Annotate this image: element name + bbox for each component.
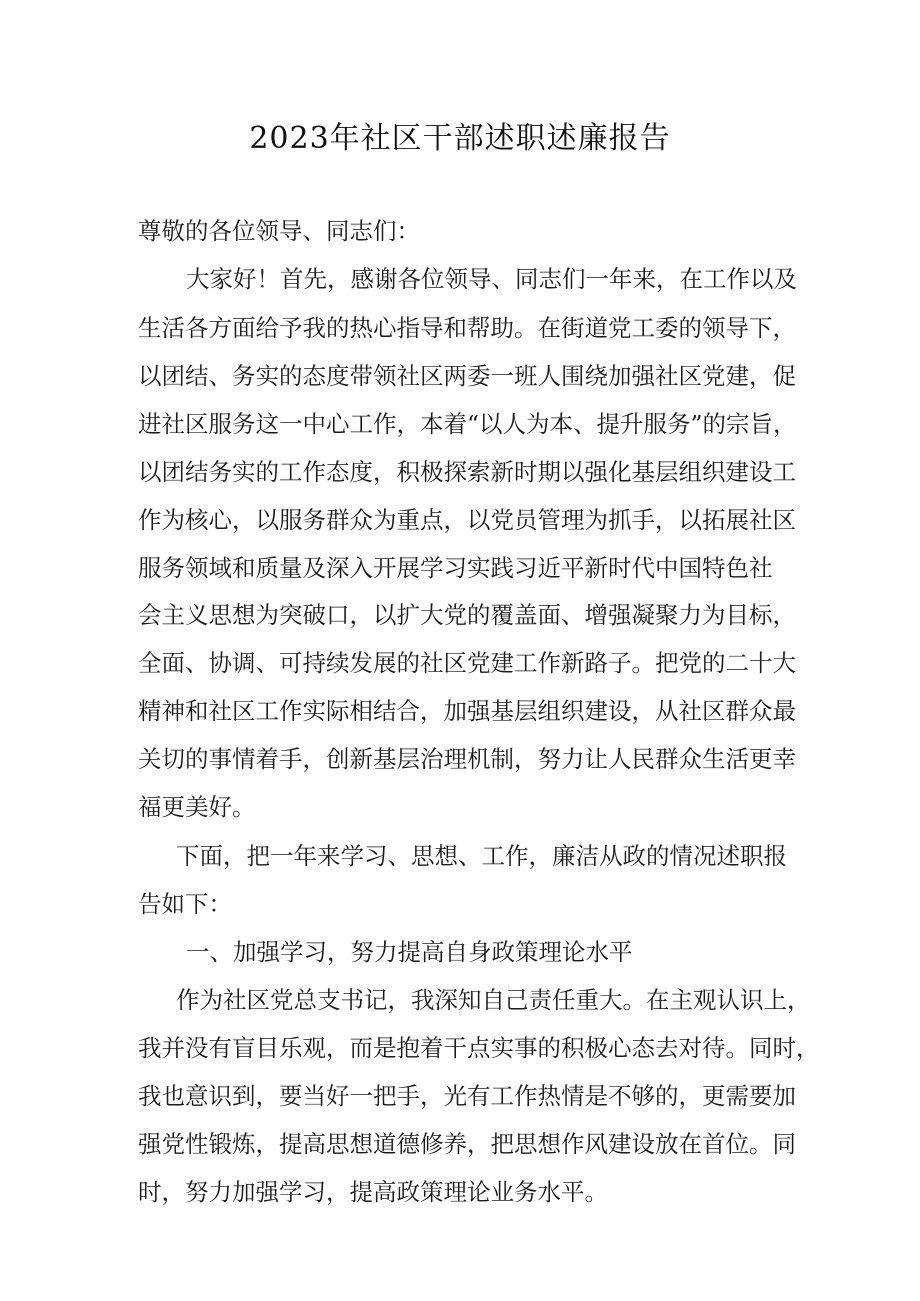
- paragraph1-line: 以团结、务实的态度带领社区两委一班人围绕加强社区党建，促: [138, 362, 796, 390]
- paragraph1-line: 关切的事情着手，创新基层治理机制，努力让人民群众生活更幸: [138, 745, 796, 773]
- salutation: 尊敬的各位领导、同志们：: [138, 217, 420, 245]
- paragraph1-line: 大家好！首先，感谢各位领导、同志们一年来，在工作以及: [186, 265, 797, 293]
- paragraph2-line: 告如下：: [138, 890, 232, 918]
- document-title: 2023年社区干部述职述廉报告: [249, 121, 671, 156]
- paragraph1-line: 服务领域和质量及深入开展学习实践习近平新时代中国特色社: [138, 554, 773, 582]
- paragraph1-line: 会主义思想为突破口，以扩大党的覆盖面、增强凝聚力为目标，: [138, 601, 796, 629]
- paragraph1-line: 以团结务实的工作态度，积极探索新时期以强化基层组织建设工: [138, 458, 796, 486]
- paragraph1-line: 福更美好。: [138, 793, 256, 821]
- paragraph1-line: 进社区服务这一中心工作，本着“以人为本、提升服务”的宗旨，: [138, 410, 797, 438]
- paragraph3-line: 时，努力加强学习，提高政策理论业务水平。: [138, 1178, 608, 1206]
- section-heading: 一、加强学习，努力提高自身政策理论水平: [186, 938, 633, 966]
- paragraph1-line: 精神和社区工作实际相结合，加强基层组织建设，从社区群众最: [138, 697, 796, 725]
- paragraph1-line: 全面、协调、可持续发展的社区党建工作新路子。把党的二十大: [138, 649, 796, 677]
- paragraph1-line: 生活各方面给予我的热心指导和帮助。在街道党工委的领导下，: [138, 314, 796, 342]
- paragraph2-line: 下面，把一年来学习、思想、工作，廉洁从政的情况述职报: [176, 842, 787, 870]
- paragraph3-line: 我并没有盲目乐观，而是抱着干点实事的积极心态去对待。同时，: [138, 1034, 820, 1062]
- paragraph3-line: 强党性锻炼，提高思想道德修养，把思想作风建设放在首位。同: [138, 1130, 796, 1158]
- paragraph1-line: 作为核心，以服务群众为重点，以党员管理为抓手，以拓展社区: [138, 506, 796, 534]
- paragraph3-line: 我也意识到，要当好一把手，光有工作热情是不够的，更需要加: [138, 1082, 796, 1110]
- paragraph3-line: 作为社区党总支书记，我深知自己责任重大。在主观认识上，: [176, 986, 811, 1014]
